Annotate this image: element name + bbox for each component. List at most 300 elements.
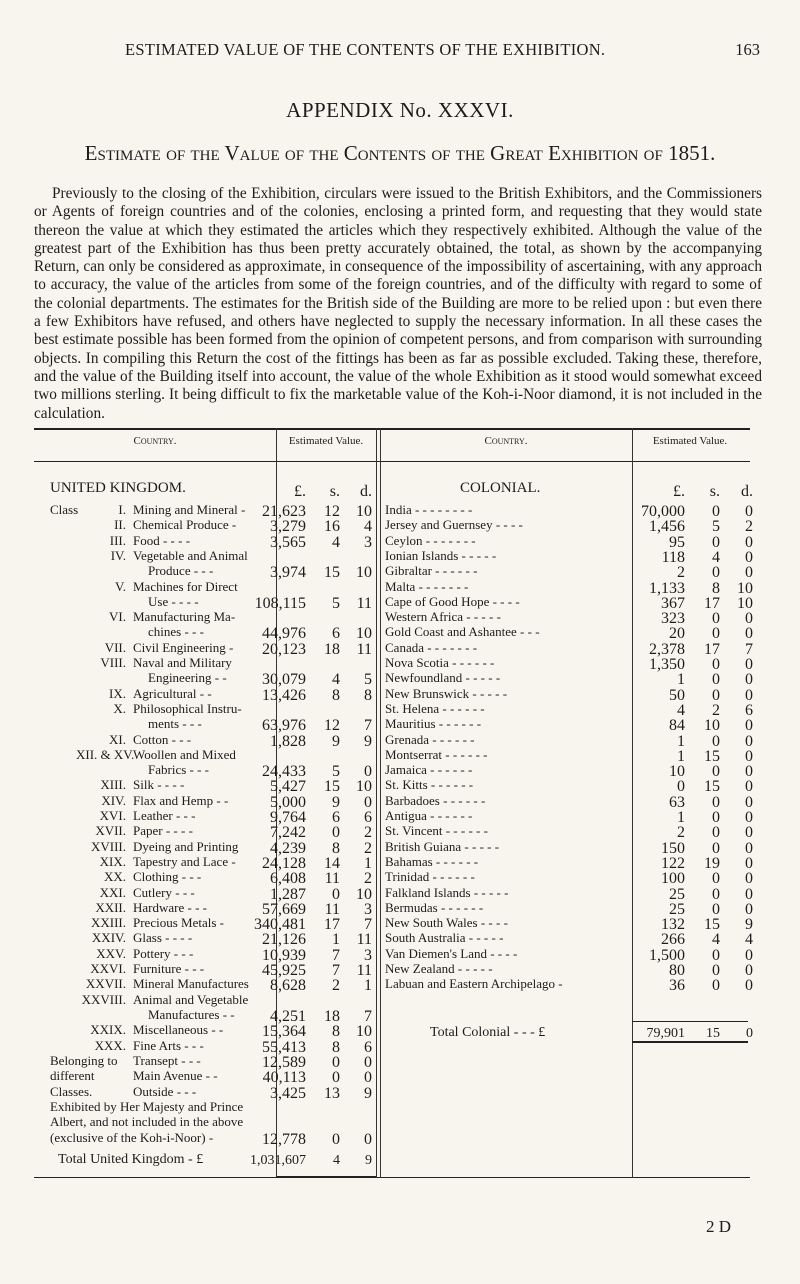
class-value-pence: 10 (356, 778, 372, 795)
colony-name: Jersey and Guernsey - - - - (385, 517, 523, 532)
colony-name: India - - - - - - - - (385, 502, 473, 517)
class-value-pounds: 340,481 (254, 916, 306, 933)
colonial-total-value-pence: 0 (746, 1026, 753, 1041)
colony-name: Van Diemen's Land - - - - (385, 946, 518, 961)
class-name: Manufactures - - (148, 1007, 235, 1022)
colony-name: New Brunswick - - - - - (385, 686, 508, 701)
class-name: Paper - - - - (133, 823, 193, 838)
colony-value-shillings: 0 (712, 534, 720, 551)
class-value-pounds: 4,251 (270, 1008, 306, 1025)
colony-value-shillings: 0 (712, 656, 720, 673)
belonging-value-pence: 0 (364, 1069, 372, 1086)
colony-name: Montserrat - - - - - - (385, 747, 488, 762)
colony-value-shillings: 0 (712, 763, 720, 780)
class-value-pounds: 57,669 (262, 901, 306, 918)
class-number: XII. & XV. (76, 747, 135, 762)
class-name: Fabrics - - - (148, 762, 210, 777)
class-number: I. (118, 502, 126, 517)
class-value-pounds: 3,974 (270, 564, 306, 581)
colony-value-shillings: 0 (712, 977, 720, 994)
colony-value-shillings: 0 (712, 824, 720, 841)
class-number: XX. (103, 869, 126, 884)
money-head-shillings: s. (329, 483, 340, 500)
class-number: XXVIII. (81, 992, 126, 1007)
colony-name: Canada - - - - - - - (385, 640, 478, 655)
class-value-pence: 0 (364, 763, 372, 780)
belonging-item: Outside - - - (133, 1084, 197, 1099)
class-name: Vegetable and Animal (133, 548, 248, 563)
colony-value-pence: 0 (745, 901, 753, 918)
colony-value-shillings: 17 (704, 641, 720, 658)
colony-name: Western Africa - - - - - (385, 609, 501, 624)
colony-value-shillings: 2 (712, 702, 720, 719)
class-value-shillings: 18 (324, 641, 340, 658)
colony-name: St. Kitts - - - - - - (385, 777, 474, 792)
uk-total-rule-bottom (276, 1176, 376, 1178)
class-value-pence: 2 (364, 870, 372, 887)
belonging-item: Main Avenue - - (133, 1068, 218, 1083)
class-value-pounds: 20,123 (262, 641, 306, 658)
colony-value-pounds: 122 (661, 855, 685, 872)
class-name: Chemical Produce - (133, 517, 237, 532)
class-value-shillings: 5 (332, 595, 340, 612)
colony-value-pounds: 10 (669, 763, 685, 780)
class-value-shillings: 12 (324, 503, 340, 520)
table-column-rule (376, 428, 377, 1178)
colony-value-pence: 0 (745, 671, 753, 688)
class-value-pounds: 45,925 (262, 962, 306, 979)
class-value-pounds: 24,433 (262, 763, 306, 780)
class-value-pence: 6 (364, 809, 372, 826)
colony-name: Cape of Good Hope - - - - (385, 594, 520, 609)
colony-value-shillings: 0 (712, 625, 720, 642)
royal-exhibit-note: Exhibited by Her Majesty and Prince (50, 1099, 244, 1114)
class-name: Manufacturing Ma- (133, 609, 236, 624)
class-value-pence: 7 (364, 916, 372, 933)
class-value-shillings: 6 (332, 625, 340, 642)
colony-name: Labuan and Eastern Archipelago - (385, 976, 563, 991)
colony-value-shillings: 0 (712, 870, 720, 887)
class-value-pence: 1 (364, 855, 372, 872)
colony-name: British Guiana - - - - - (385, 839, 500, 854)
class-value-pounds: 21,623 (262, 503, 306, 520)
colony-value-pence: 9 (745, 916, 753, 933)
class-number: XXIX. (90, 1022, 126, 1037)
class-value-pence: 10 (356, 503, 372, 520)
colony-value-pounds: 132 (661, 916, 685, 933)
colony-name: Mauritius - - - - - - (385, 716, 482, 731)
class-value-shillings: 1 (332, 931, 340, 948)
class-name: Naval and Military (133, 655, 232, 670)
class-value-shillings: 8 (332, 1023, 340, 1040)
royal-exhibit-note: (exclusive of the Koh-i-Noor) - (50, 1130, 214, 1145)
colony-value-pence: 0 (745, 733, 753, 750)
colony-value-pounds: 95 (669, 534, 685, 551)
class-name: Precious Metals - (133, 915, 224, 930)
colony-value-pounds: 1,500 (649, 947, 685, 964)
class-value-pounds: 1,828 (270, 733, 306, 750)
class-number: VII. (104, 640, 126, 655)
class-value-pence: 10 (356, 1023, 372, 1040)
class-name: Silk - - - - (133, 777, 185, 792)
colony-name: St. Helena - - - - - - (385, 701, 485, 716)
colony-value-pounds: 367 (661, 595, 685, 612)
class-value-shillings: 14 (324, 855, 340, 872)
class-value-pounds: 63,976 (262, 717, 306, 734)
class-value-pounds: 13,426 (262, 687, 306, 704)
colony-name: Antigua - - - - - - (385, 808, 473, 823)
class-value-pounds: 5,000 (270, 794, 306, 811)
class-number: XVII. (95, 823, 126, 838)
colony-value-shillings: 0 (712, 733, 720, 750)
class-value-pounds: 24,128 (262, 855, 306, 872)
class-value-shillings: 15 (324, 564, 340, 581)
colony-value-pounds: 1,456 (649, 518, 685, 535)
class-value-pounds: 6,408 (270, 870, 306, 887)
colony-value-pence: 0 (745, 962, 753, 979)
class-value-pounds: 8,628 (270, 977, 306, 994)
belonging-value-pence: 9 (364, 1085, 372, 1102)
class-name: Mining and Mineral - (133, 502, 246, 517)
class-number: XVIII. (90, 839, 126, 854)
colony-name: Ceylon - - - - - - - (385, 533, 476, 548)
class-value-pounds: 15,364 (262, 1023, 306, 1040)
colony-value-shillings: 0 (712, 794, 720, 811)
colony-value-pounds: 25 (669, 886, 685, 903)
colony-value-shillings: 0 (712, 503, 720, 520)
class-value-pounds: 21,126 (262, 931, 306, 948)
money-head-pounds: £. (673, 483, 685, 500)
class-value-pence: 6 (364, 1039, 372, 1056)
colony-value-pounds: 50 (669, 687, 685, 704)
colony-value-shillings: 15 (704, 748, 720, 765)
colony-value-pounds: 36 (669, 977, 685, 994)
colony-value-pence: 0 (745, 809, 753, 826)
colony-value-pence: 4 (745, 931, 753, 948)
class-number: X. (113, 701, 126, 716)
section-title-united-kingdom: UNITED KINGDOM. (50, 480, 186, 496)
class-value-pounds: 1,287 (270, 886, 306, 903)
table-bottom-rule (34, 1177, 750, 1178)
class-name: Cotton - - - (133, 732, 192, 747)
class-value-pence: 11 (356, 641, 372, 658)
colony-value-pounds: 70,000 (641, 503, 685, 520)
class-value-pence: 10 (356, 886, 372, 903)
colony-name: Bermudas - - - - - - (385, 900, 484, 915)
money-head-pence: d. (360, 483, 372, 500)
column-head-country: Country. (484, 435, 528, 447)
column-head-country: Country. (133, 435, 177, 447)
colony-value-pence: 0 (745, 610, 753, 627)
belonging-value-pounds: 3,425 (270, 1085, 306, 1102)
colony-name: New South Wales - - - - (385, 915, 508, 930)
class-value-shillings: 6 (332, 809, 340, 826)
colony-name: South Australia - - - - - (385, 930, 504, 945)
class-value-pounds: 9,764 (270, 809, 306, 826)
class-number: V. (115, 579, 126, 594)
colony-value-pounds: 0 (677, 778, 685, 795)
colony-value-pence: 0 (745, 687, 753, 704)
colony-value-pence: 0 (745, 625, 753, 642)
class-word: Class (50, 502, 79, 517)
colony-value-pounds: 80 (669, 962, 685, 979)
colony-value-shillings: 0 (712, 671, 720, 688)
class-number: IX. (109, 686, 126, 701)
colony-value-pounds: 84 (669, 717, 685, 734)
colony-value-shillings: 4 (712, 931, 720, 948)
colony-value-shillings: 0 (712, 687, 720, 704)
belonging-value-shillings: 0 (332, 1054, 340, 1071)
colony-value-pounds: 1,350 (649, 656, 685, 673)
class-name: Fine Arts - - - (133, 1038, 204, 1053)
colony-value-pounds: 25 (669, 901, 685, 918)
belonging-value-shillings: 0 (332, 1069, 340, 1086)
belonging-item: Transept - - - (133, 1053, 201, 1068)
class-name: Produce - - - (148, 563, 214, 578)
class-number: VIII. (100, 655, 126, 670)
colony-value-pence: 0 (745, 656, 753, 673)
class-name: Dyeing and Printing (133, 839, 239, 854)
colony-value-pounds: 150 (661, 840, 685, 857)
class-value-shillings: 12 (324, 717, 340, 734)
colony-value-shillings: 8 (712, 580, 720, 597)
colony-value-pence: 0 (745, 564, 753, 581)
colony-value-shillings: 10 (704, 717, 720, 734)
class-value-shillings: 7 (332, 962, 340, 979)
class-name: Mineral Manufactures (133, 976, 249, 991)
class-value-shillings: 9 (332, 733, 340, 750)
uk-total-value-shillings: 4 (333, 1153, 340, 1168)
class-value-pence: 11 (356, 595, 372, 612)
class-value-pounds: 44,976 (262, 625, 306, 642)
class-value-pounds: 3,279 (270, 518, 306, 535)
colony-name: Ionian Islands - - - - - (385, 548, 497, 563)
colony-value-pounds: 1,133 (649, 580, 685, 597)
colony-value-pounds: 2,378 (649, 641, 685, 658)
class-value-shillings: 0 (332, 824, 340, 841)
class-value-pence: 2 (364, 824, 372, 841)
class-value-shillings: 17 (324, 916, 340, 933)
running-head-title: ESTIMATED VALUE OF THE CONTENTS OF THE EXHIBITION. (125, 40, 606, 59)
class-value-pence: 3 (364, 901, 372, 918)
money-head-shillings: s. (709, 483, 720, 500)
colony-value-pence: 0 (745, 840, 753, 857)
class-name: Engineering - - (148, 670, 227, 685)
class-value-pence: 10 (356, 625, 372, 642)
class-value-pence: 7 (364, 1008, 372, 1025)
class-name: Cutlery - - - (133, 885, 195, 900)
colony-value-shillings: 0 (712, 901, 720, 918)
column-head-value: Estimated Value. (652, 435, 728, 447)
class-name: Glass - - - - (133, 930, 193, 945)
class-value-shillings: 11 (324, 901, 340, 918)
class-value-pounds: 108,115 (254, 595, 306, 612)
colony-value-shillings: 0 (712, 610, 720, 627)
class-value-pounds: 30,079 (262, 671, 306, 688)
colony-value-pounds: 1 (677, 671, 685, 688)
class-value-pence: 3 (364, 947, 372, 964)
appendix-title: APPENDIX No. XXXVI. (286, 98, 514, 122)
colony-value-pence: 0 (745, 947, 753, 964)
colony-value-shillings: 0 (712, 840, 720, 857)
class-number: II. (114, 517, 126, 532)
class-number: XI. (109, 732, 126, 747)
class-value-shillings: 2 (332, 977, 340, 994)
page-number: 163 (735, 40, 760, 59)
belonging-value-shillings: 13 (324, 1085, 340, 1102)
class-value-pence: 0 (364, 794, 372, 811)
class-value-pounds: 7,242 (270, 824, 306, 841)
colony-value-pence: 7 (745, 641, 753, 658)
class-name: Woollen and Mixed (133, 747, 236, 762)
class-name: Philosophical Instru- (133, 701, 242, 716)
class-name: Leather - - - (133, 808, 196, 823)
class-value-pounds: 5,427 (270, 778, 306, 795)
colony-name: Falkland Islands - - - - - (385, 885, 509, 900)
class-name: Pottery - - - (133, 946, 194, 961)
colony-value-shillings: 0 (712, 886, 720, 903)
colony-name: St. Vincent - - - - - - (385, 823, 488, 838)
class-number: XXV. (96, 946, 126, 961)
royal-exhibit-value-pence: 0 (364, 1131, 372, 1148)
belonging-label: Belonging to (50, 1053, 118, 1068)
colony-name: Gibraltar - - - - - - (385, 563, 478, 578)
royal-exhibit-value-shillings: 0 (332, 1131, 340, 1148)
colony-value-pence: 0 (745, 763, 753, 780)
colony-value-pence: 0 (745, 886, 753, 903)
colony-value-pence: 0 (745, 534, 753, 551)
colony-value-pounds: 323 (661, 610, 685, 627)
colony-value-pence: 0 (745, 794, 753, 811)
class-number: XIII. (100, 777, 126, 792)
colony-name: Jamaica - - - - - - (385, 762, 473, 777)
class-value-shillings: 4 (332, 534, 340, 551)
colony-value-pounds: 118 (661, 549, 685, 566)
class-name: Civil Engineering - (133, 640, 234, 655)
class-number: XXI. (99, 885, 126, 900)
colony-name: Gold Coast and Ashantee - - - (385, 624, 540, 639)
class-value-pence: 11 (356, 962, 372, 979)
colony-value-pounds: 266 (661, 931, 685, 948)
class-value-pence: 8 (364, 687, 372, 704)
colonial-total-value-pounds: 79,901 (646, 1026, 685, 1041)
class-number: XXX. (94, 1038, 126, 1053)
belonging-value-pounds: 12,589 (262, 1054, 306, 1071)
colony-value-pounds: 2 (677, 564, 685, 581)
class-number: XIX. (99, 854, 126, 869)
class-name: Miscellaneous - - (133, 1022, 224, 1037)
belonging-label: Classes. (50, 1084, 93, 1099)
class-number: XXVI. (90, 961, 126, 976)
class-value-pence: 3 (364, 534, 372, 551)
colony-value-shillings: 5 (712, 518, 720, 535)
colony-name: Malta - - - - - - - (385, 579, 469, 594)
royal-exhibit-note: Albert, and not included in the above (50, 1114, 244, 1129)
colony-value-shillings: 17 (704, 595, 720, 612)
class-value-pence: 7 (364, 717, 372, 734)
class-value-pounds: 4,239 (270, 840, 306, 857)
class-value-pounds: 10,939 (262, 947, 306, 964)
money-head-pounds: £. (294, 483, 306, 500)
class-value-pence: 2 (364, 840, 372, 857)
class-name: Food - - - - (133, 533, 191, 548)
class-name: Animal and Vegetable (133, 992, 249, 1007)
class-value-shillings: 18 (324, 1008, 340, 1025)
colony-value-pounds: 100 (661, 870, 685, 887)
class-name: Furniture - - - (133, 961, 205, 976)
colony-name: New Zealand - - - - - (385, 961, 493, 976)
class-name: chines - - - (148, 624, 204, 639)
colony-value-shillings: 0 (712, 962, 720, 979)
colony-value-shillings: 15 (704, 778, 720, 795)
column-head-value: Estimated Value. (288, 435, 364, 447)
colony-value-pence: 0 (745, 855, 753, 872)
class-name: Hardware - - - (133, 900, 207, 915)
intro-paragraph: Previously to the closing of the Exhibition, circulars were issued to the British Exhibitors, and the Commissioners or Agents of foreign countries and of the colonies, enclosing a printed form, and requesting that they would state thereon the value at which they estimated the articles which they respectively exhibited. Although the value of the greatest part of the Exhibition has thus been pretty accurately obtained, the total, as shown by the accompanying Return, can only be considered as approximate, in consequence of the impossibility of ascertaining, with any approach to accuracy, the value of the articles from some of the foreign countries, and of the difficulty with regard to some of the colonial departments. The estimates for the British side of the Building are more to be relied upon : but even there a few Exhibitors have refused, and others have neglected to supply the necessary information. In all these cases the best estimate possible has been formed from the opinion of competent persons, and from comparison with surrounding objects. In compiling this Return the cost of the fittings has been as far as possible excluded. Taking these, therefore, and the value of the Building itself into account, the value of the whole Exhibition as it stood would somewhat exceed two millions sterling. It being difficult to fix the marketable value of the Koh-i-Noor diamond, it is not included in the calculation. (34, 185, 762, 422)
signature-mark: 2 D (706, 1217, 732, 1236)
class-value-shillings: 11 (324, 870, 340, 887)
colony-value-pence: 0 (745, 778, 753, 795)
colony-value-pence: 10 (737, 595, 753, 612)
colonial-total-rule-top (632, 1021, 748, 1022)
class-value-pence: 10 (356, 564, 372, 581)
class-value-pence: 4 (364, 518, 372, 535)
belonging-value-pence: 0 (364, 1054, 372, 1071)
colony-value-shillings: 0 (712, 809, 720, 826)
uk-total-value-pounds: 1,031,607 (250, 1153, 306, 1168)
belonging-label: different (50, 1068, 95, 1083)
class-name: Machines for Direct (133, 579, 238, 594)
colony-name: Grenada - - - - - - (385, 732, 475, 747)
colony-value-shillings: 0 (712, 564, 720, 581)
colony-value-pounds: 1 (677, 809, 685, 826)
class-name: Clothing - - - (133, 869, 202, 884)
class-number: XXVII. (85, 976, 126, 991)
colonial-total-value-shillings: 15 (706, 1026, 720, 1041)
colony-name: Barbadoes - - - - - - (385, 793, 486, 808)
colony-value-pounds: 2 (677, 824, 685, 841)
colony-value-pence: 0 (745, 824, 753, 841)
uk-total-value-pence: 9 (365, 1153, 372, 1168)
colony-value-shillings: 15 (704, 916, 720, 933)
class-number: XXIV. (91, 930, 126, 945)
class-number: XXII. (95, 900, 126, 915)
class-value-shillings: 8 (332, 1039, 340, 1056)
class-number: VI. (109, 609, 126, 624)
uk-total-label: Total United Kingdom - £ (58, 1152, 204, 1167)
class-value-shillings: 16 (324, 518, 340, 535)
class-value-shillings: 8 (332, 687, 340, 704)
class-value-shillings: 15 (324, 778, 340, 795)
table-header-rule (34, 461, 750, 462)
table-top-rule (34, 428, 750, 430)
colony-value-pence: 10 (737, 580, 753, 597)
class-number: XXIII. (90, 915, 126, 930)
colony-name: Bahamas - - - - - - (385, 854, 479, 869)
class-value-pence: 11 (356, 931, 372, 948)
colony-value-pence: 0 (745, 977, 753, 994)
class-value-pence: 5 (364, 671, 372, 688)
colony-value-pence: 0 (745, 549, 753, 566)
colony-value-pence: 2 (745, 518, 753, 535)
money-head-pence: d. (741, 483, 753, 500)
class-number: XVI. (99, 808, 126, 823)
class-value-shillings: 7 (332, 947, 340, 964)
class-value-pounds: 55,413 (262, 1039, 306, 1056)
colony-value-shillings: 19 (704, 855, 720, 872)
class-value-pounds: 3,565 (270, 534, 306, 551)
colony-value-shillings: 4 (712, 549, 720, 566)
